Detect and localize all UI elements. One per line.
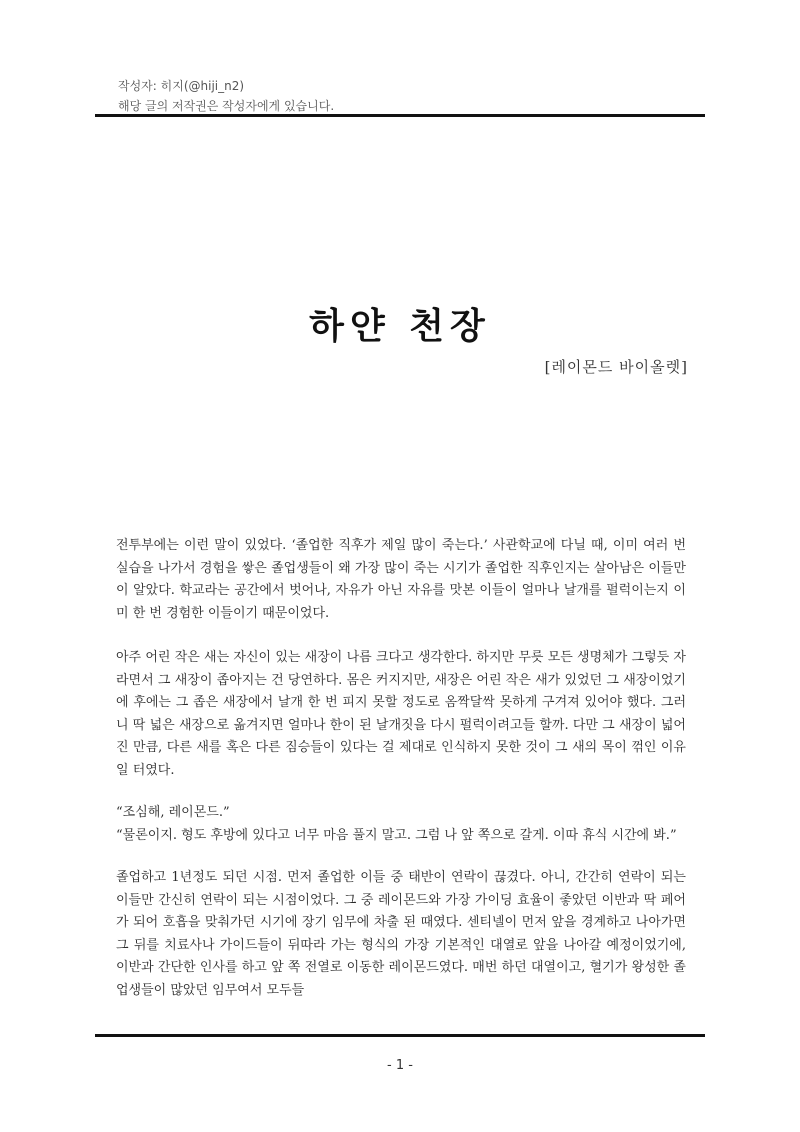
paragraph-2: 아주 어린 작은 새는 자신이 있는 새장이 나름 크다고 생각한다. 하지만 무릇 모든 생명체가 그렇듯 자라면서 그 새장이 좁아지는 건 당연하다. 몸은 커지지만, 새장은 어린 작은 새가 있었던 그 새장이었기에 후에는 그 좁은 새장에서 날개 한 번 피지 못할 정도로 옴짝달싹 못하게 구겨져 있어야 했다. 그러니 딱 넓은 새장으로 옮겨지면 얼마나 한이 된 날개짓을 다시 펄럭이려고들 할까. 다만 그 새장이 넓어진 만큼, 다른 새를 혹은 다른 짐승들이 있다는 걸 제대로 인식하지 못한 것이 그 새의 목이 꺾인 이유일 터였다. <box>116 650 686 778</box>
paragraph-3: 졸업하고 1년정도 되던 시점. 먼저 졸업한 이들 중 태반이 연락이 끊겼다. 아니, 간간히 연락이 되는 이들만 간신히 연락이 되는 시점이었다. 그 중 레이몬드와 가장 가이딩 효율이 좋았던 이반과 딱 페어가 되어 호흡을 맞춰가던 시기에 장기 임무에 차출 된 때였다. 센티넬이 먼저 앞을 경계하고 나아가면 그 뒤를 치료사나 가이드들이 뒤따라 가는 형식의 가장 기본적인 대열로 앞을 나아갈 예정이었기에, 이반과 간단한 인사를 하고 앞 쪽 전열로 이동한 레이몬드였다. 매번 하던 대열이고, 혈기가 왕성한 졸업생들이 많았던 임무여서 모두들 <box>116 870 686 998</box>
document-header <box>118 76 334 116</box>
header-divider <box>95 114 705 117</box>
story-subtitle: [레이몬드 바이올렛] <box>544 358 688 376</box>
author-line: 작성자: 히지(@hiji_n2) <box>118 79 245 93</box>
story-title: 하얀 천장 <box>309 305 491 347</box>
copyright-line: 해당 글의 저작권은 작성자에게 있습니다. <box>118 99 335 113</box>
dialogue-line-2: “물론이지. 형도 후방에 있다고 너무 마음 풀지 말고. 그럼 나 앞 쪽으로 갈게. 이따 휴식 시간에 봐.” <box>116 827 677 843</box>
page-number: - 1 - <box>387 1058 413 1073</box>
footer-divider <box>95 1034 705 1037</box>
story-body <box>116 535 686 1002</box>
dialogue-line-1: “조심해, 레이몬드.” <box>116 805 230 820</box>
paragraph-1: 전투부에는 이런 말이 있었다. ‘졸업한 직후가 제일 많이 죽는다.’ 사관학교에 다닐 때, 이미 여러 번 실습을 나가서 경험을 쌓은 졸업생들이 왜 가장 많이 죽는 시기가 졸업한 직후인지는 살아남은 이들만이 알았다. 학교라는 공간에서 벗어나, 자유가 아닌 자유를 맛본 이들이 얼마나 날개를 펄럭이는지 이미 한 번 경험한 이들이기 때문이었다. <box>116 538 686 621</box>
